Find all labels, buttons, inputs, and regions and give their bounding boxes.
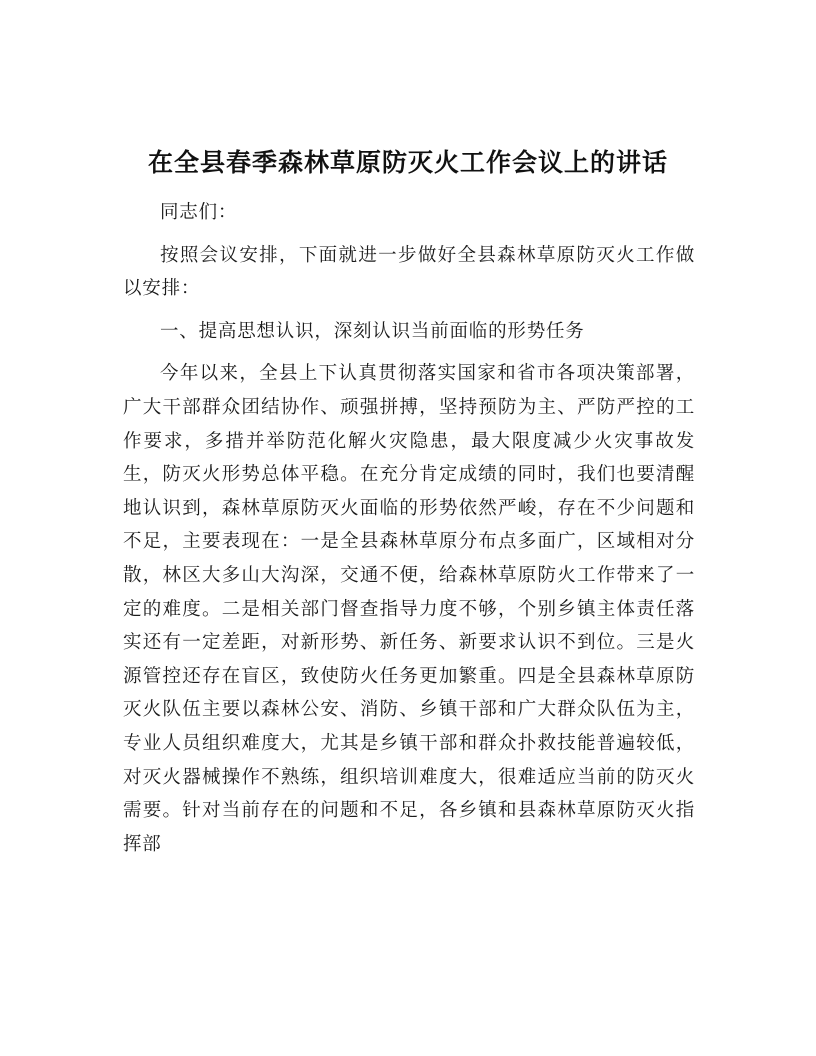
section-heading: 一、提高思想认识，深刻认识当前面临的形势任务 [160,320,585,342]
document-body [123,196,695,870]
salutation-paragraph: 同志们： [160,202,238,223]
document-title: 在全县春季森林草原防灭火工作会议上的讲话 [147,148,668,177]
body-paragraph: 今年以来，全县上下认真贯彻落实国家和省市各项决策部署，广大干部群众团结协作、顽强拼搏，坚持预防为主、严防严控的工作要求，多措并举防范化解火灾隐患，最大限度减少火灾事故发生，防灭火形势总体平稳。在充分肯定成绩的同时，我们也要清醒地认识到，森林草原防灭火面临的形势依然严峻，存在不少问题和不足，主要表现在：一是全县森林草原分布点多面广，区域相对分散，林区大多山大沟深，交通不便，给森林草原防火工作带来了一定的难度。二是相关部门督查指导力度不够，个别乡镇主体责任落实还有一定差距，对新形势、新任务、新要求认识不到位。三是火源管控还存在盲区，致使防火任务更加繁重。四是全县森林草原防灭火队伍主要以森林公安、消防、乡镇干部和广大群众队伍为主，专业人员组织难度大，尤其是乡镇干部和群众扑救技能普遍较低，对灭火器械操作不熟练，组织培训难度大，很难适应当前的防灭火需要。针对当前存在的问题和不足，各乡镇和县森林草原防灭火指挥部 [123,363,695,855]
intro-paragraph: 按照会议安排，下面就进一步做好全县森林草原防灭火工作做以安排： [123,244,695,300]
